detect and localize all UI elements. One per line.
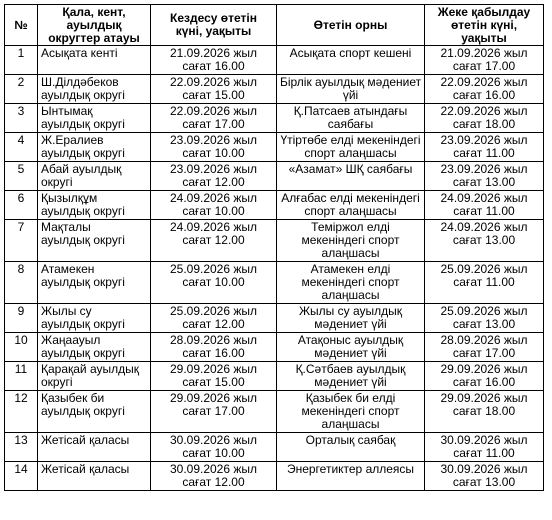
settlement-name <box>38 362 151 391</box>
meeting-datetime <box>151 262 277 304</box>
text-line: 30.09.2026 жыл <box>169 462 258 476</box>
reception-datetime <box>425 133 544 162</box>
text-line: сағат 10.00 <box>182 204 245 218</box>
table-row <box>5 462 544 491</box>
text-line: спорт алаңшасы <box>304 146 397 160</box>
text-line: 25.09.2026 жыл <box>169 262 258 276</box>
text-line: сағат 11.00 <box>453 146 515 160</box>
schedule-body <box>5 46 544 491</box>
row-number: 3 <box>5 104 38 133</box>
reception-datetime <box>425 304 544 333</box>
row-number: 14 <box>5 462 38 491</box>
text-line: 25.09.2026 жыл <box>440 304 528 318</box>
meeting-place <box>277 462 425 491</box>
text-line: сағат 12.00 <box>182 475 245 489</box>
text-line: сағат 12.00 <box>182 317 245 331</box>
meeting-place <box>277 104 425 133</box>
text-line: 29.09.2026 жыл <box>440 362 528 376</box>
text-line: ауылдық округі <box>41 346 125 360</box>
meeting-place <box>277 262 425 304</box>
text-line: Абай ауылдық <box>41 162 122 176</box>
text-line: мәдениет үйі <box>314 317 387 331</box>
text-line: Кездесу өтетін <box>170 11 257 25</box>
reception-datetime <box>425 262 544 304</box>
row-number: 2 <box>5 75 38 104</box>
text-line: күні, уақыты <box>175 24 252 38</box>
row-number: 13 <box>5 433 38 462</box>
reception-datetime <box>425 220 544 262</box>
table-row <box>5 191 544 220</box>
meeting-datetime <box>151 462 277 491</box>
text-line: спорт алаңшасы <box>304 204 397 218</box>
meeting-datetime <box>151 333 277 362</box>
text-line: 30.09.2026 жыл <box>440 462 528 476</box>
reception-datetime <box>425 433 544 462</box>
text-line: сағат 13.00 <box>452 233 516 247</box>
text-line: Үтіртөбе елді мекеніндегі <box>280 133 421 147</box>
reception-datetime <box>425 191 544 220</box>
table-row <box>5 391 544 433</box>
text-line: Алғабас елді мекеніндегі <box>281 191 420 205</box>
settlement-name <box>38 133 151 162</box>
row-number: 1 <box>5 46 38 75</box>
settlement-name <box>38 262 151 304</box>
text-line: Жеке қабылдау <box>437 4 531 19</box>
text-line: Жылы су ауылдық <box>298 304 403 318</box>
text-line: Асықата кенті <box>41 46 118 60</box>
row-number: 9 <box>5 304 38 333</box>
text-line: Қызылқұм <box>41 191 98 205</box>
text-line: сағат 12.00 <box>182 233 245 247</box>
schedule-table <box>4 4 544 491</box>
text-line: Атақоныс ауылдық <box>297 333 404 347</box>
table-row <box>5 104 544 133</box>
text-line: 25.09.2026 жыл <box>169 304 258 318</box>
text-line: 22.09.2026 жыл <box>169 75 258 89</box>
text-line: Қала, кент, <box>62 4 126 19</box>
text-line: сағат 16.00 <box>182 59 245 73</box>
settlement-name <box>38 104 151 133</box>
text-line: Ш.Ділдәбеков <box>41 75 119 89</box>
meeting-place <box>277 75 425 104</box>
text-line: 23.09.2026 жыл <box>169 162 258 176</box>
reception-datetime <box>425 391 544 433</box>
text-line: сағат 11.00 <box>453 446 515 460</box>
text-line: Жетісай қаласы <box>41 462 130 476</box>
text-line: алаңшасы <box>321 288 380 302</box>
text-line: сағат 10.00 <box>182 446 245 460</box>
text-line: Өтетін орны <box>313 17 388 32</box>
meeting-datetime <box>151 391 277 433</box>
text-line: округі <box>41 175 73 189</box>
settlement-name <box>38 191 151 220</box>
text-line: Мақталы <box>41 220 91 234</box>
reception-datetime <box>425 75 544 104</box>
text-line: сағат 17.00 <box>452 346 516 360</box>
text-line: 24.09.2026 жыл <box>440 220 528 234</box>
text-line: округі <box>41 375 73 389</box>
header-place <box>277 5 425 46</box>
text-line: алаңшасы <box>321 417 380 431</box>
text-line: сағат 10.00 <box>182 275 245 289</box>
table-row <box>5 75 544 104</box>
settlement-name <box>38 304 151 333</box>
meeting-place <box>277 304 425 333</box>
table-row <box>5 220 544 262</box>
text-line: саябағы <box>327 117 374 131</box>
meeting-datetime <box>151 75 277 104</box>
text-line: ауылдық округі <box>41 317 125 331</box>
header-name <box>38 5 151 46</box>
reception-datetime <box>425 162 544 191</box>
row-number: 11 <box>5 362 38 391</box>
text-line: 29.09.2026 жыл <box>169 362 258 376</box>
header-row <box>5 5 544 46</box>
text-line: сағат 16.00 <box>452 88 516 102</box>
text-line: сағат 13.00 <box>452 175 516 189</box>
text-line: сағат 16.00 <box>452 375 516 389</box>
text-line: 23.09.2026 жыл <box>440 133 528 147</box>
text-line: Қазыбек би елді <box>305 391 396 405</box>
settlement-name <box>38 462 151 491</box>
text-line: Жаңаауыл <box>41 333 101 347</box>
row-number: 7 <box>5 220 38 262</box>
table-row <box>5 46 544 75</box>
text-line: Қазыбек би <box>41 391 105 405</box>
text-line: Ынтымақ <box>41 104 93 118</box>
text-line: алаңшасы <box>321 246 380 260</box>
text-line: сағат 16.00 <box>182 346 245 360</box>
meeting-place <box>277 162 425 191</box>
reception-datetime <box>425 362 544 391</box>
table-row <box>5 262 544 304</box>
text-line: сағат 11.00 <box>453 204 515 218</box>
text-line: Теміржол елді <box>311 220 390 234</box>
text-line: «Азамат» ШҚ саябағы <box>288 162 413 176</box>
text-line: ауылдық округі <box>41 275 125 289</box>
text-line: Атамекен елді <box>310 262 391 276</box>
text-line: Энергетиктер аллеясы <box>286 462 415 476</box>
text-line: Қ.Патсаев атындағы <box>293 104 408 118</box>
meeting-datetime <box>151 191 277 220</box>
text-line: 21.09.2026 жыл <box>169 46 258 60</box>
text-line: ауылдық округі <box>41 404 125 418</box>
text-line: Ж.Ералиев <box>41 133 104 147</box>
text-line: сағат 15.00 <box>182 375 245 389</box>
text-line: сағат 17.00 <box>452 59 516 73</box>
meeting-datetime <box>151 162 277 191</box>
meeting-datetime <box>151 220 277 262</box>
text-line: үйі <box>342 88 359 102</box>
header-num: № <box>5 5 38 46</box>
reception-datetime <box>425 462 544 491</box>
settlement-name <box>38 433 151 462</box>
text-line: мекеніндегі спорт <box>301 275 400 289</box>
table-row <box>5 133 544 162</box>
text-line: 28.09.2026 жыл <box>440 333 528 347</box>
reception-datetime <box>425 333 544 362</box>
header-meeting <box>151 5 277 46</box>
text-line: сағат 12.00 <box>182 175 245 189</box>
meeting-datetime <box>151 304 277 333</box>
text-line: ауылдық округі <box>41 117 125 131</box>
text-line: сағат 17.00 <box>182 117 245 131</box>
text-line: ауылдық округі <box>41 88 125 102</box>
table-row <box>5 304 544 333</box>
text-line: 22.09.2026 жыл <box>440 104 528 118</box>
table-row <box>5 433 544 462</box>
meeting-place <box>277 333 425 362</box>
settlement-name <box>38 220 151 262</box>
text-line: 22.09.2026 жыл <box>440 75 528 89</box>
text-line: ауылдық округі <box>41 233 125 247</box>
text-line: мекеніндегі спорт <box>301 404 400 418</box>
reception-datetime <box>425 46 544 75</box>
text-line: Асықата спорт кешені <box>289 46 412 60</box>
text-line: Жетісай қаласы <box>41 433 130 447</box>
text-line: өтетін күні, <box>450 17 518 32</box>
meeting-datetime <box>151 362 277 391</box>
meeting-place <box>277 362 425 391</box>
row-number: 10 <box>5 333 38 362</box>
text-line: сағат 13.00 <box>452 475 516 489</box>
meeting-place <box>277 133 425 162</box>
row-number: 6 <box>5 191 38 220</box>
row-number: 4 <box>5 133 38 162</box>
text-line: 29.09.2026 жыл <box>440 391 528 405</box>
table-row <box>5 333 544 362</box>
meeting-place <box>277 46 425 75</box>
text-line: 30.09.2026 жыл <box>440 433 528 447</box>
text-line: 24.09.2026 жыл <box>440 191 528 205</box>
text-line: мәдениет үйі <box>314 375 387 389</box>
row-number: 5 <box>5 162 38 191</box>
text-line: Жылы су <box>41 304 92 318</box>
meeting-place <box>277 433 425 462</box>
text-line: 25.09.2026 жыл <box>440 262 528 276</box>
row-number: 12 <box>5 391 38 433</box>
table-row <box>5 162 544 191</box>
text-line: 29.09.2026 жыл <box>169 391 258 405</box>
text-line: сағат 17.00 <box>182 404 245 418</box>
meeting-datetime <box>151 104 277 133</box>
text-line: 22.09.2026 жыл <box>169 104 258 118</box>
text-line: 24.09.2026 жыл <box>169 191 258 205</box>
text-line: мәдениет үйі <box>314 346 387 360</box>
text-line: сағат 18.00 <box>452 117 516 131</box>
text-line: 24.09.2026 жыл <box>169 220 258 234</box>
text-line: ауылдық округі <box>41 146 125 160</box>
text-line: сағат 11.00 <box>453 275 515 289</box>
text-line: Атамекен <box>41 262 95 276</box>
meeting-place <box>277 391 425 433</box>
meeting-datetime <box>151 46 277 75</box>
settlement-name <box>38 75 151 104</box>
meeting-place <box>277 220 425 262</box>
text-line: мекеніндегі спорт <box>301 233 400 247</box>
row-number: 8 <box>5 262 38 304</box>
text-line: уақыты <box>461 30 507 45</box>
meeting-datetime <box>151 133 277 162</box>
settlement-name <box>38 162 151 191</box>
reception-datetime <box>425 104 544 133</box>
text-line: ауылдық <box>66 17 122 32</box>
text-line: 30.09.2026 жыл <box>169 433 258 447</box>
text-line: 23.09.2026 жыл <box>169 133 258 147</box>
settlement-name <box>38 391 151 433</box>
text-line: Қарақай ауылдық <box>41 362 140 376</box>
text-line: сағат 18.00 <box>452 404 516 418</box>
text-line: ауылдық округі <box>41 204 125 218</box>
meeting-place <box>277 191 425 220</box>
text-line: сағат 15.00 <box>182 88 245 102</box>
header-reception <box>425 5 544 46</box>
text-line: 28.09.2026 жыл <box>169 333 258 347</box>
text-line: сағат 10.00 <box>182 146 245 160</box>
text-line: Қ.Сәтбаев ауылдық <box>295 362 406 376</box>
text-line: Орталық саябақ <box>305 433 396 447</box>
settlement-name <box>38 333 151 362</box>
meeting-datetime <box>151 433 277 462</box>
text-line: 21.09.2026 жыл <box>440 46 528 60</box>
text-line: округтер атауы <box>48 30 140 45</box>
text-line: сағат 13.00 <box>452 317 516 331</box>
settlement-name <box>38 46 151 75</box>
table-row <box>5 362 544 391</box>
text-line: Бірлік ауылдық мәдениет <box>280 75 422 89</box>
text-line: 23.09.2026 жыл <box>440 162 528 176</box>
